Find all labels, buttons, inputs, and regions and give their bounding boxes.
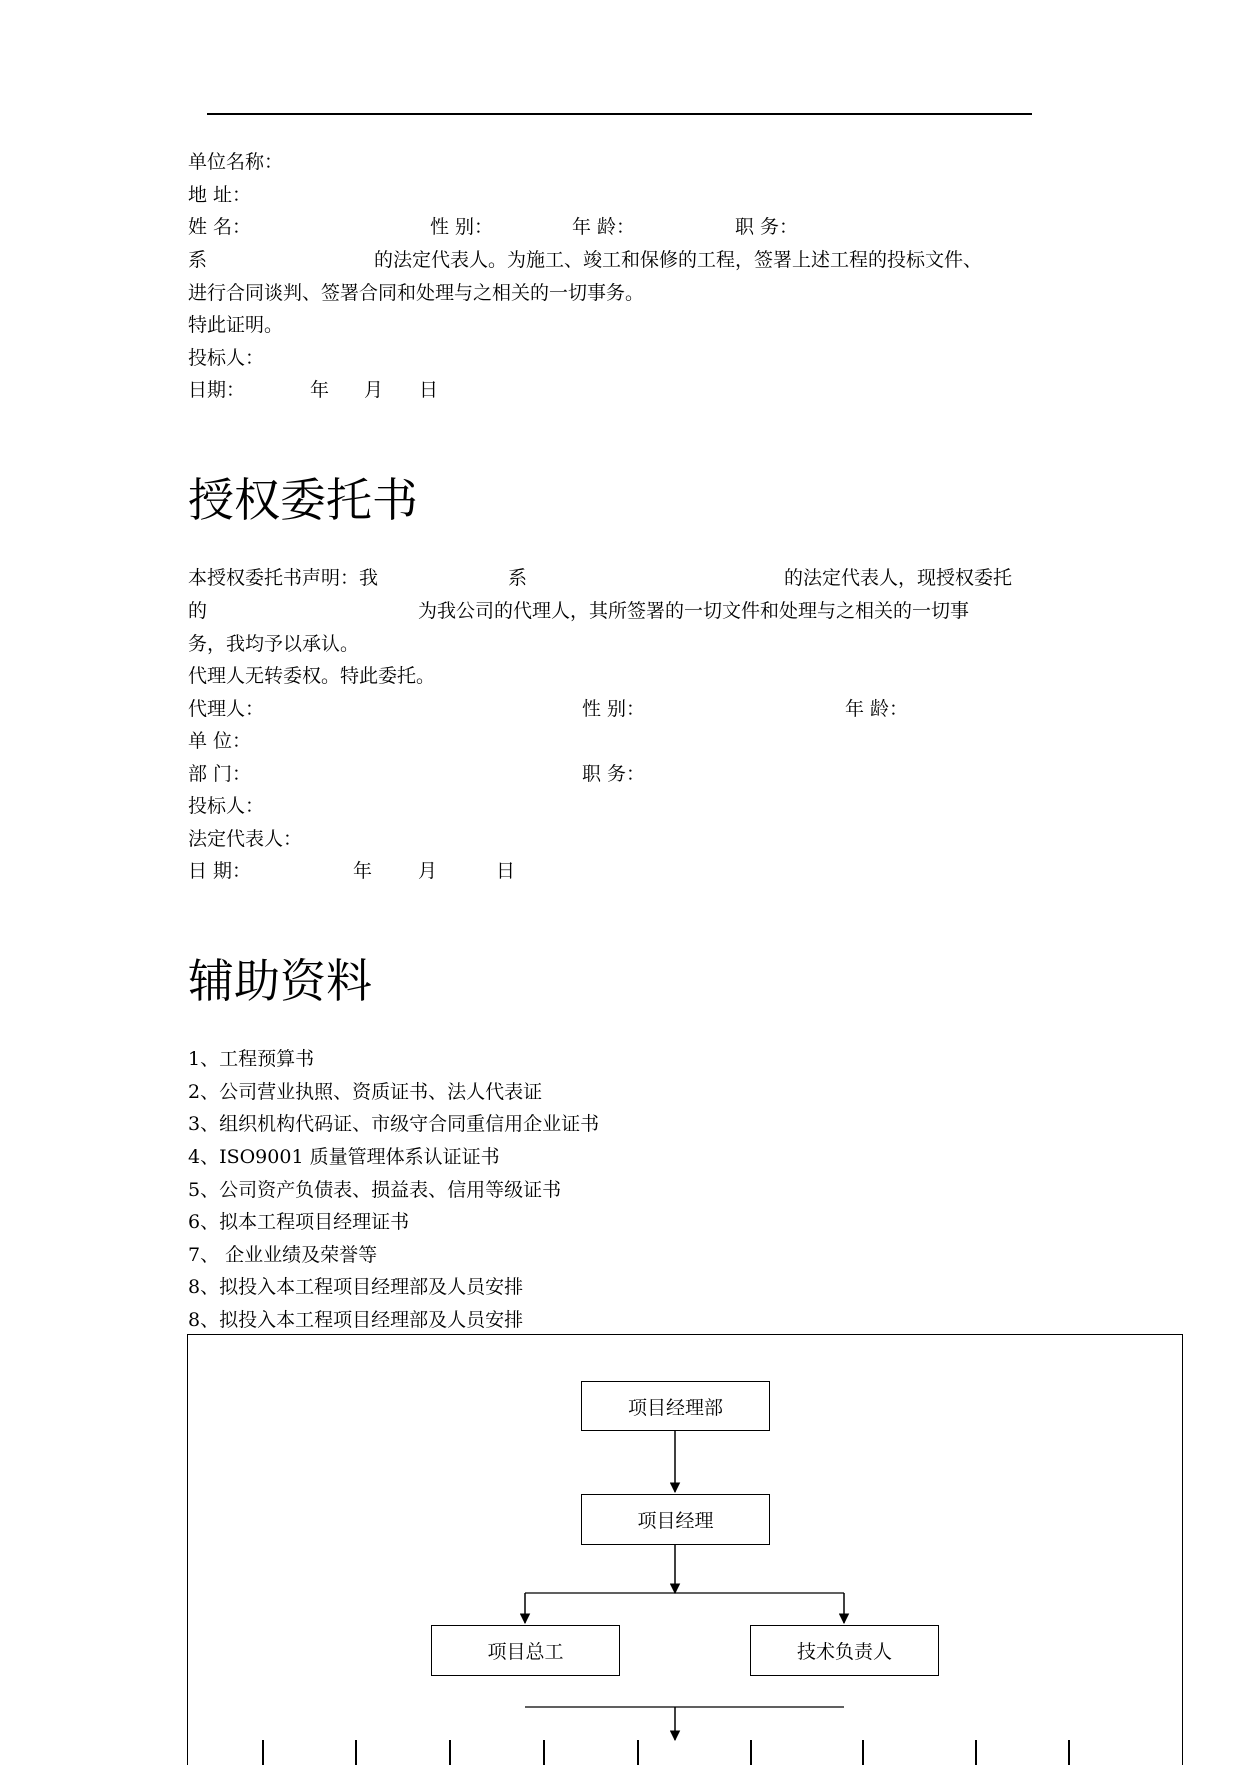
auth-bidder-label: 投标人： [188, 795, 265, 817]
agent-gender-label: 性 别： [582, 698, 646, 720]
proof-text: 特此证明。 [188, 314, 284, 336]
auth-line-1-a: 本授权委托书声明：我 [188, 567, 379, 589]
auth-date-month: 月 [418, 860, 438, 882]
name-label: 姓 名： [188, 216, 252, 238]
node-tech-lead: 技术负责人 [750, 1625, 939, 1676]
auth-line-4: 代理人无转委权。特此委托。 [188, 665, 436, 687]
agent-label: 代理人： [188, 698, 265, 720]
aux-item: 8、拟投入本工程项目经理部及人员安排 [188, 1309, 524, 1331]
node-project-manager: 项目经理 [581, 1494, 770, 1545]
aux-title: 辅助资料 [188, 954, 372, 1008]
auth-date-year: 年 [353, 860, 373, 882]
gender-label: 性 别： [430, 216, 494, 238]
node-chief-engineer: 项目总工 [431, 1625, 620, 1676]
aux-item: 3、组织机构代码证、市级守合同重信用企业证书 [188, 1113, 600, 1135]
date-month: 月 [364, 379, 384, 401]
position-label: 职 务： [735, 216, 799, 238]
aux-item: 7、 企业业绩及荣誉等 [188, 1244, 378, 1266]
aux-item: 5、公司资产负债表、损益表、信用等级证书 [188, 1179, 562, 1201]
cert-line-xi: 系 [188, 249, 208, 271]
age-label: 年 龄： [572, 216, 636, 238]
agent-age-label: 年 龄： [845, 698, 909, 720]
node-project-dept: 项目经理部 [581, 1381, 770, 1431]
address-label: 地 址： [188, 184, 252, 206]
auth-date-day: 日 [496, 860, 516, 882]
auth-title: 授权委托书 [188, 473, 418, 527]
aux-item: 8、拟投入本工程项目经理部及人员安排 [188, 1276, 524, 1298]
auth-line-1-c: 的法定代表人，现授权委托 [784, 567, 1013, 589]
auth-line-2-a: 的 [188, 600, 208, 622]
agent-unit-label: 单 位： [188, 730, 252, 752]
bidder-label: 投标人： [188, 347, 265, 369]
auth-line-3: 务，我均予以承认。 [188, 633, 360, 655]
unit-name-label: 单位名称： [188, 151, 284, 173]
legal-rep-label: 法定代表人： [188, 828, 303, 850]
aux-item: 1、工程预算书 [188, 1048, 315, 1070]
date-label: 日期： [188, 379, 246, 401]
auth-line-2-b: 为我公司的代理人，其所签署的一切文件和处理与之相关的一切事 [418, 600, 970, 622]
header-rule [207, 113, 1032, 115]
agent-dept-label: 部 门： [188, 763, 252, 785]
auth-date-label: 日 期： [188, 860, 252, 882]
auth-line-1-b: 系 [508, 567, 528, 589]
cert-line-legal-rep: 的法定代表人。为施工、竣工和保修的工程，签署上述工程的投标文件、 [374, 249, 983, 271]
cert-line-continued: 进行合同谈判、签署合同和处理与之相关的一切事务。 [188, 282, 645, 304]
aux-item: 6、拟本工程项目经理证书 [188, 1211, 410, 1233]
aux-item: 4、ISO9001 质量管理体系认证证书 [188, 1146, 500, 1168]
date-year: 年 [310, 379, 330, 401]
date-day: 日 [419, 379, 439, 401]
aux-item: 2、公司营业执照、资质证书、法人代表证 [188, 1081, 543, 1103]
org-chart [187, 1334, 1183, 1765]
agent-position-label: 职 务： [582, 763, 646, 785]
